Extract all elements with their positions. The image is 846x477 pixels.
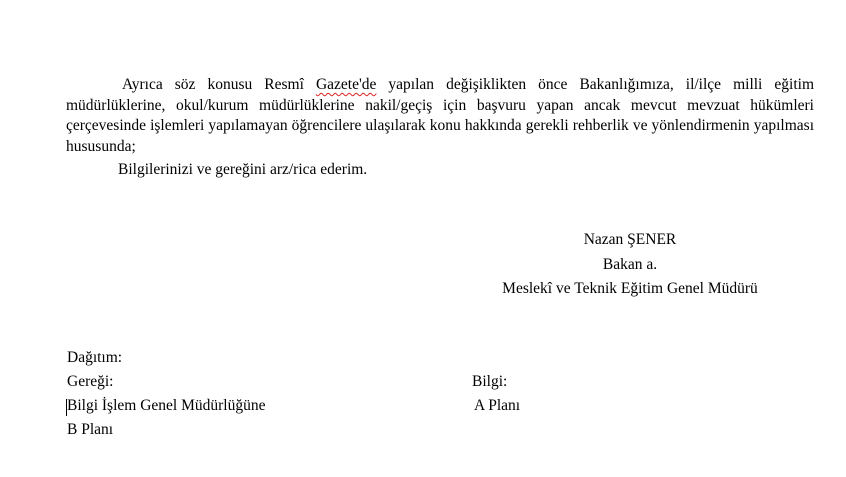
body-paragraph-1 [66, 75, 814, 157]
action-recipient-item: B Planı [67, 421, 114, 438]
spellcheck-flagged-word[interactable]: Gazete'de [315, 76, 377, 93]
text-cursor [66, 399, 67, 416]
info-recipients-heading: Bilgi: [472, 373, 508, 390]
action-recipient-item: Bilgi İşlem Genel Müdürlüğüne [67, 397, 266, 414]
action-recipients-heading: Gereği: [67, 373, 114, 390]
distribution-heading: Dağıtım: [67, 349, 123, 366]
signatory-title: Bakan a. [602, 256, 658, 273]
info-recipient-item: A Planı [474, 397, 521, 414]
signatory-department: Meslekî ve Teknik Eğitim Genel Müdürü [502, 280, 758, 297]
paragraph-1-text-after: yapılan değişiklikten önce Bakanlığımıza, il/ilçe milli eğitim müdürlüklerine, okul/kurum müdürlüklerine nakil/geçiş için başvuru yapan ancak mevcut mevzuat hükümleri çerçevesinde işlemleri yapılamayan öğrencilere ulaşılarak konu hakkında gerekli rehberlik ve yönlendirmenin yapılması hususunda; [66, 76, 814, 155]
body-paragraph-2: Bilgilerinizi ve gereğini arz/rica ederim. [118, 161, 368, 178]
signatory-name: Nazan ŞENER [583, 231, 677, 248]
paragraph-1-text-before: Ayrıca söz konusu Resmî [122, 76, 316, 93]
